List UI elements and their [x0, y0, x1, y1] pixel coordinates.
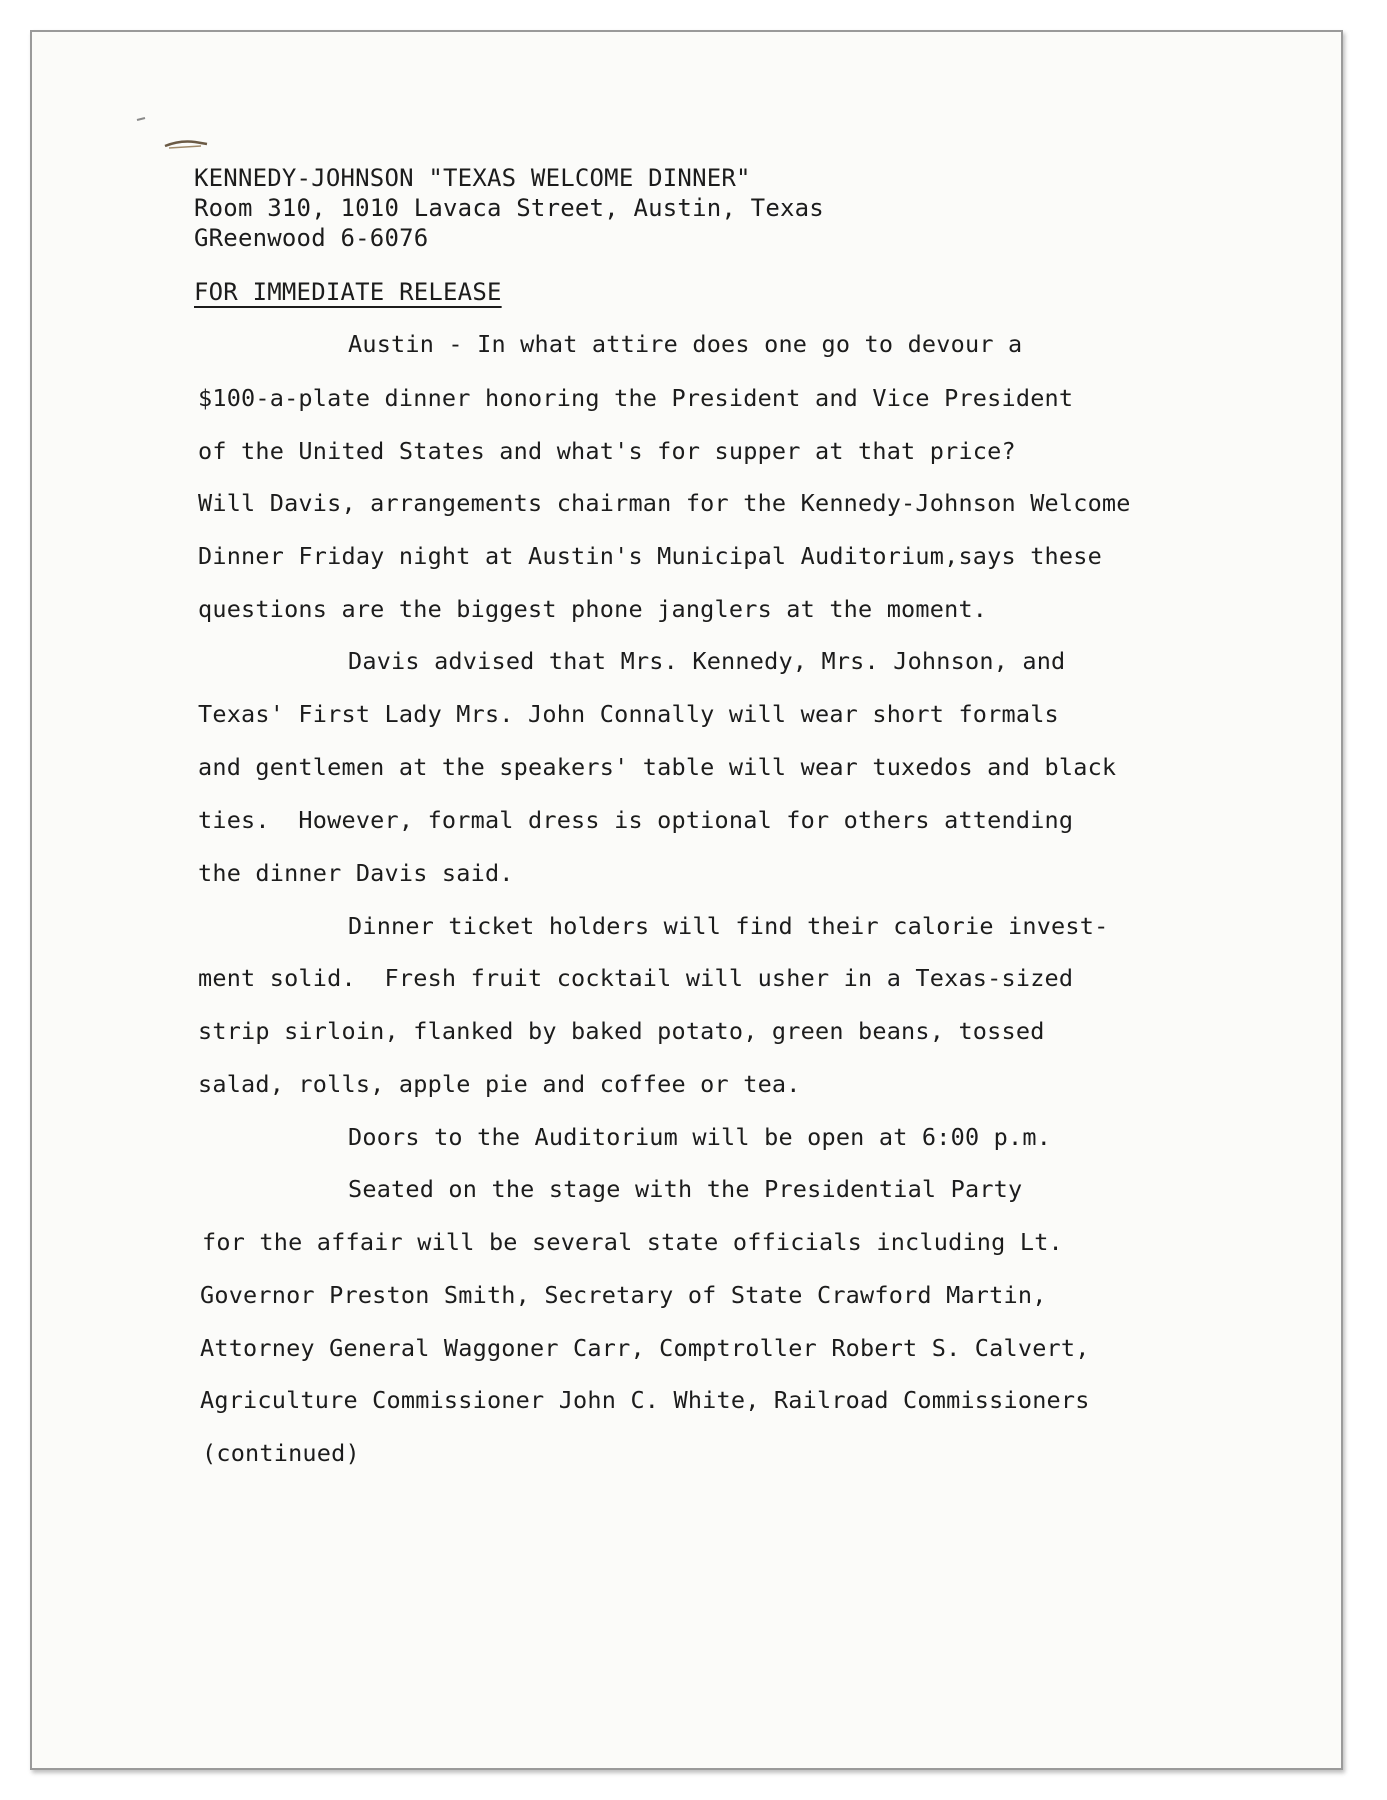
continued-label: (continued): [202, 1439, 360, 1467]
press-release: [32, 32, 1341, 1768]
header-address: Room 310, 1010 Lavaca Street, Austin, Texas: [194, 194, 824, 222]
body-line: of the United States and what's for supper at that price?: [198, 437, 1016, 465]
body-line: and gentlemen at the speakers' table will wear tuxedos and black: [198, 753, 1117, 781]
header-org: KENNEDY-JOHNSON "TEXAS WELCOME DINNER": [194, 164, 751, 192]
body-line: Austin - In what attire does one go to devour a: [348, 330, 1023, 358]
body-line: ment solid. Fresh fruit cocktail will usher in a Texas-sized: [198, 964, 1074, 992]
header-phone: GReenwood 6-6076: [194, 224, 429, 252]
body-line: Seated on the stage with the Presidential Party: [348, 1175, 1023, 1203]
body-line: Agriculture Commissioner John C. White, Railroad Commissioners: [200, 1386, 1090, 1414]
body-line: Dinner Friday night at Austin's Municipal Auditorium,says these: [198, 542, 1102, 570]
body-line: Governor Preston Smith, Secretary of State Crawford Martin,: [200, 1281, 1047, 1309]
release-label: FOR IMMEDIATE RELEASE: [194, 278, 502, 306]
body-line: Attorney General Waggoner Carr, Comptroller Robert S. Calvert,: [200, 1334, 1090, 1362]
body-line: questions are the biggest phone janglers at the moment.: [198, 595, 988, 623]
body-line: Will Davis, arrangements chairman for the Kennedy-Johnson Welcome: [198, 489, 1131, 517]
body-line: Texas' First Lady Mrs. John Connally will wear short formals: [198, 700, 1059, 728]
body-line: Davis advised that Mrs. Kennedy, Mrs. Johnson, and: [348, 647, 1066, 675]
body-line: salad, rolls, apple pie and coffee or tea.: [198, 1070, 801, 1098]
body-line: Dinner ticket holders will find their calorie invest-: [348, 912, 1109, 940]
body-line: ties. However, formal dress is optional for others attending: [198, 806, 1074, 834]
body-line: strip sirloin, flanked by baked potato, green beans, tossed: [198, 1017, 1045, 1045]
body-line: for the affair will be several state officials including Lt.: [202, 1228, 1063, 1256]
body-line: $100-a-plate dinner honoring the President and Vice President: [198, 384, 1074, 412]
document-page: [30, 30, 1343, 1770]
body-line: the dinner Davis said.: [198, 859, 514, 887]
body-line: Doors to the Auditorium will be open at 6:00 p.m.: [348, 1123, 1052, 1151]
